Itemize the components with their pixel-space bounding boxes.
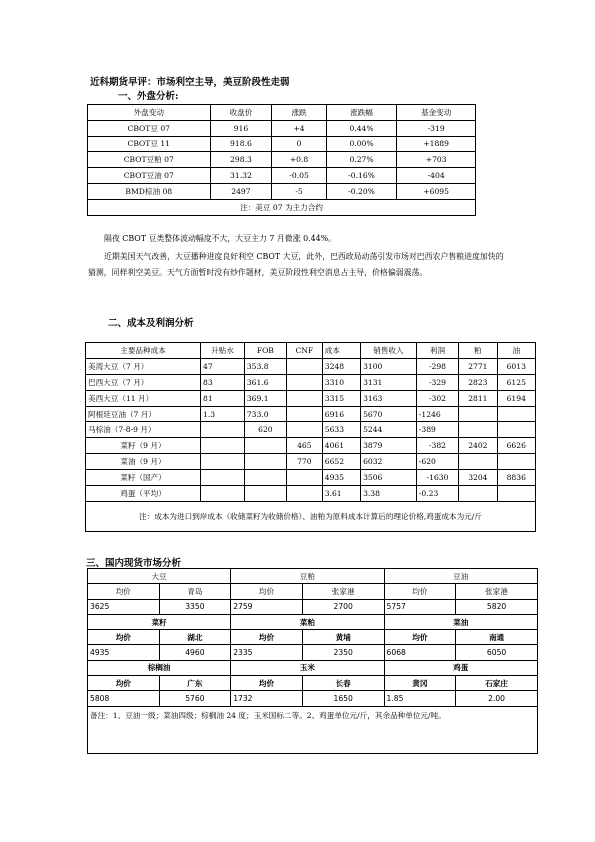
sub-header-cell: 均价 <box>88 584 160 599</box>
price-cell: 5760 <box>159 691 231 706</box>
table-cell: 0.00% <box>326 136 397 152</box>
product-name-cell: 棕榈油 <box>88 660 231 675</box>
table-cell: BMD棕油 08 <box>88 183 211 199</box>
table-cell <box>286 422 322 438</box>
table-cell: 2402 <box>459 438 497 454</box>
table-cell: 361.6 <box>244 374 286 390</box>
product-name-cell: 大豆 <box>88 569 231 584</box>
table-cell <box>201 486 245 502</box>
table-cell <box>459 422 497 438</box>
sub-header-cell: 均价 <box>384 584 456 599</box>
section-heading-overseas: 一、外盘分析: <box>118 91 179 102</box>
table-cell <box>286 406 322 422</box>
table-cell: -389 <box>416 422 458 438</box>
price-cell: 5808 <box>88 691 160 706</box>
table-cell: 4935 <box>322 470 360 486</box>
section-heading-domestic-spot: 三、国内现货市场分析 <box>86 558 182 569</box>
table-cell: 5670 <box>361 406 417 422</box>
overseas-market-table <box>87 104 476 216</box>
table-cell: 3204 <box>459 470 497 486</box>
table-row <box>88 599 538 614</box>
product-name-cell: 豆油 <box>384 569 537 584</box>
table-cell: -0.20% <box>326 183 397 199</box>
table-cell <box>459 406 497 422</box>
table-cell: 2823 <box>459 374 497 390</box>
sub-header-cell: 张家港 <box>302 584 384 599</box>
sub-header-cell: 均价 <box>88 630 160 645</box>
table-row <box>86 486 536 502</box>
table-header-row <box>88 105 476 121</box>
table-cell: 465 <box>286 438 322 454</box>
price-cell: 2700 <box>302 599 384 614</box>
header-cell: 升贴水 <box>201 343 245 359</box>
product-name-cell: 豆粕 <box>231 569 384 584</box>
product-name-cell: 鸡蛋 <box>384 660 537 675</box>
table-cell: 3248 <box>322 358 360 374</box>
table-cell: 916 <box>210 120 272 136</box>
table-row <box>88 152 476 168</box>
product-name-cell: 菜油 <box>384 614 537 629</box>
table-row <box>88 183 476 199</box>
table-cell <box>244 438 286 454</box>
table-cell: CBOT豆油 07 <box>88 168 211 184</box>
table-cell: 770 <box>286 454 322 470</box>
price-cell: 4935 <box>88 645 160 660</box>
table-row <box>88 136 476 152</box>
table-cell: 83 <box>201 374 245 390</box>
table-note-row <box>86 501 536 531</box>
sub-header-cell: 长春 <box>302 676 384 691</box>
price-cell: 2335 <box>231 645 303 660</box>
table-row <box>86 470 536 486</box>
table-cell: 6916 <box>322 406 360 422</box>
sub-header-cell: 张家港 <box>456 584 538 599</box>
header-cell: 收盘价 <box>210 105 272 121</box>
table-row <box>86 358 536 374</box>
paragraph-1: 隔夜 CBOT 豆类整体波动幅度不大，大豆主力 7 月微涨 0.44%。 <box>104 234 337 243</box>
product-name-cell: 菜籽 <box>88 614 231 629</box>
domestic-spot-table <box>87 568 538 754</box>
group-name-row <box>88 614 538 629</box>
table-row <box>86 438 536 454</box>
table-cell <box>497 486 535 502</box>
table-cell: 3879 <box>361 438 417 454</box>
table-cell: -0.23 <box>416 486 458 502</box>
table-cell: 巴西大豆（7 月） <box>86 374 201 390</box>
sub-header-row <box>88 584 538 599</box>
sub-header-cell: 黄埔 <box>302 630 384 645</box>
table-cell: 5244 <box>361 422 417 438</box>
table-row <box>86 390 536 406</box>
sub-header-cell: 广东 <box>159 676 231 691</box>
price-cell: 1732 <box>231 691 303 706</box>
table-cell: -302 <box>416 390 458 406</box>
table-cell: 马棕油（7-8-9 月） <box>86 422 201 438</box>
header-cell: 粕 <box>459 343 497 359</box>
table-row <box>86 374 536 390</box>
header-cell: 外盘变动 <box>88 105 211 121</box>
table-cell <box>244 454 286 470</box>
table-cell: 918.6 <box>210 136 272 152</box>
table-cell: 6032 <box>361 454 417 470</box>
table-cell <box>497 454 535 470</box>
table-note: 注：成本为进口到岸成本（收储菜籽为收储价格）、油粕为原料成本计算后的理论价格,鸡蛋成本为元/斤 <box>86 501 536 531</box>
table-cell: 2497 <box>210 183 272 199</box>
table-cell: 0.44% <box>326 120 397 136</box>
price-cell: 5820 <box>456 599 538 614</box>
table-cell: 8836 <box>497 470 535 486</box>
sub-header-row <box>88 676 538 691</box>
sub-header-cell: 均价 <box>384 630 456 645</box>
table-note: 备注：1、豆油一级；菜油四级；棕榈油 24 度；玉米国标二等。2、鸡蛋单位元/斤，其余品种单位元/吨。 <box>88 706 538 753</box>
table-cell: 3506 <box>361 470 417 486</box>
table-cell: 3163 <box>361 390 417 406</box>
sub-header-cell: 均价 <box>231 676 303 691</box>
table-cell: 3.61 <box>322 486 360 502</box>
table-cell <box>201 470 245 486</box>
table-cell: 美西大豆（11 月） <box>86 390 201 406</box>
sub-header-cell: 湖北 <box>159 630 231 645</box>
table-cell: 6652 <box>322 454 360 470</box>
table-cell <box>244 470 286 486</box>
table-cell <box>286 390 322 406</box>
group-name-row <box>88 660 538 675</box>
sub-header-cell: 石家庄 <box>456 676 538 691</box>
table-cell: 6013 <box>497 358 535 374</box>
table-cell: 6125 <box>497 374 535 390</box>
table-cell: 4061 <box>322 438 360 454</box>
table-cell <box>286 358 322 374</box>
table-cell: 阿根廷豆油（7 月） <box>86 406 201 422</box>
table-cell: -0.16% <box>326 168 397 184</box>
table-cell: 美湾大豆（7 月） <box>86 358 201 374</box>
sub-header-cell: 黄冈 <box>384 676 456 691</box>
header-cell: 油 <box>497 343 535 359</box>
table-cell <box>459 486 497 502</box>
table-cell: -1246 <box>416 406 458 422</box>
cost-profit-table <box>85 342 536 532</box>
product-name-cell: 玉米 <box>231 660 384 675</box>
table-cell: 菜油（9 月） <box>86 454 201 470</box>
table-cell: CBOT豆 07 <box>88 120 211 136</box>
header-cell: 涨跌幅 <box>326 105 397 121</box>
table-row <box>88 120 476 136</box>
table-note: 注：美豆 07 为主力合约 <box>88 199 476 215</box>
table-cell <box>459 454 497 470</box>
price-cell: 3350 <box>159 599 231 614</box>
table-note-row <box>88 199 476 215</box>
header-cell: 销售收入 <box>361 343 417 359</box>
price-cell: 2350 <box>302 645 384 660</box>
table-cell: 2771 <box>459 358 497 374</box>
table-cell: 菜籽（国产） <box>86 470 201 486</box>
table-cell: 31.32 <box>210 168 272 184</box>
table-cell <box>201 454 245 470</box>
table-cell <box>286 486 322 502</box>
table-cell: 733.0 <box>244 406 286 422</box>
table-cell: 3.38 <box>361 486 417 502</box>
table-cell: -319 <box>397 120 476 136</box>
table-cell: -298 <box>416 358 458 374</box>
header-cell: 主要品种成本 <box>86 343 201 359</box>
table-cell: +0.8 <box>272 152 326 168</box>
table-cell: -0.05 <box>272 168 326 184</box>
table-note-row <box>88 706 538 753</box>
table-cell: 1.3 <box>201 406 245 422</box>
page-title: 近科期货早评：市场利空主导，美豆阶段性走弱 <box>90 77 290 88</box>
table-cell: CBOT豆 11 <box>88 136 211 152</box>
table-cell <box>497 422 535 438</box>
sub-header-cell: 南通 <box>456 630 538 645</box>
table-cell: -1630 <box>416 470 458 486</box>
table-cell: -620 <box>416 454 458 470</box>
table-cell: 2811 <box>459 390 497 406</box>
table-cell: 0 <box>272 136 326 152</box>
sub-header-row <box>88 630 538 645</box>
product-name-cell: 菜粕 <box>231 614 384 629</box>
table-cell: 鸡蛋（平均） <box>86 486 201 502</box>
price-cell: 6068 <box>384 645 456 660</box>
price-cell: 6050 <box>456 645 538 660</box>
table-cell: 6194 <box>497 390 535 406</box>
table-cell: -382 <box>416 438 458 454</box>
table-cell: +6095 <box>397 183 476 199</box>
table-cell: 3131 <box>361 374 417 390</box>
table-cell: +4 <box>272 120 326 136</box>
table-cell: 菜籽（9 月） <box>86 438 201 454</box>
price-cell: 2.00 <box>456 691 538 706</box>
group-name-row <box>88 569 538 584</box>
table-cell <box>201 438 245 454</box>
table-cell <box>286 470 322 486</box>
table-row <box>88 691 538 706</box>
table-cell: 0.27% <box>326 152 397 168</box>
table-cell: 81 <box>201 390 245 406</box>
price-cell: 3625 <box>88 599 160 614</box>
table-cell <box>497 406 535 422</box>
table-cell: 369.1 <box>244 390 286 406</box>
table-cell: -404 <box>397 168 476 184</box>
table-cell <box>286 374 322 390</box>
table-cell <box>244 486 286 502</box>
sub-header-cell: 均价 <box>231 630 303 645</box>
table-cell: 620 <box>244 422 286 438</box>
table-row <box>86 422 536 438</box>
table-row <box>86 406 536 422</box>
price-cell: 1.85 <box>384 691 456 706</box>
section-heading-cost-profit: 二、成本及利润分析 <box>108 318 194 329</box>
sub-header-cell: 均价 <box>231 584 303 599</box>
table-row <box>88 168 476 184</box>
table-cell: 3310 <box>322 374 360 390</box>
price-cell: 2759 <box>231 599 303 614</box>
table-cell <box>201 422 245 438</box>
header-cell: 基金变动 <box>397 105 476 121</box>
table-cell: 5633 <box>322 422 360 438</box>
price-cell: 5757 <box>384 599 456 614</box>
price-cell: 1650 <box>302 691 384 706</box>
paragraph-2: 近期美国天气改善，大豆播种进度良好利空 CBOT 大豆，此外，巴西政局动荡引发市场对巴西农户售粮进度加快的猜测，同样利空美豆。天气方面暂时没有炒作题材，美豆阶段性利空消息占主导，价格偏弱震荡。 <box>88 252 504 277</box>
table-header-row <box>86 343 536 359</box>
header-cell: FOB <box>244 343 286 359</box>
table-cell: +1889 <box>397 136 476 152</box>
table-cell: 6626 <box>497 438 535 454</box>
table-cell: 3315 <box>322 390 360 406</box>
table-cell: 298.3 <box>210 152 272 168</box>
sub-header-cell: 青岛 <box>159 584 231 599</box>
header-cell: CNF <box>286 343 322 359</box>
sub-header-cell: 均价 <box>88 676 160 691</box>
table-cell: CBOT豆粕 07 <box>88 152 211 168</box>
table-row <box>86 454 536 470</box>
table-cell: -5 <box>272 183 326 199</box>
table-cell: 47 <box>201 358 245 374</box>
table-cell: +703 <box>397 152 476 168</box>
header-cell: 利润 <box>416 343 458 359</box>
table-cell: 353.8 <box>244 358 286 374</box>
table-cell: 3100 <box>361 358 417 374</box>
header-cell: 成本 <box>322 343 360 359</box>
table-cell: -329 <box>416 374 458 390</box>
table-row <box>88 645 538 660</box>
price-cell: 4960 <box>159 645 231 660</box>
header-cell: 涨跌 <box>272 105 326 121</box>
